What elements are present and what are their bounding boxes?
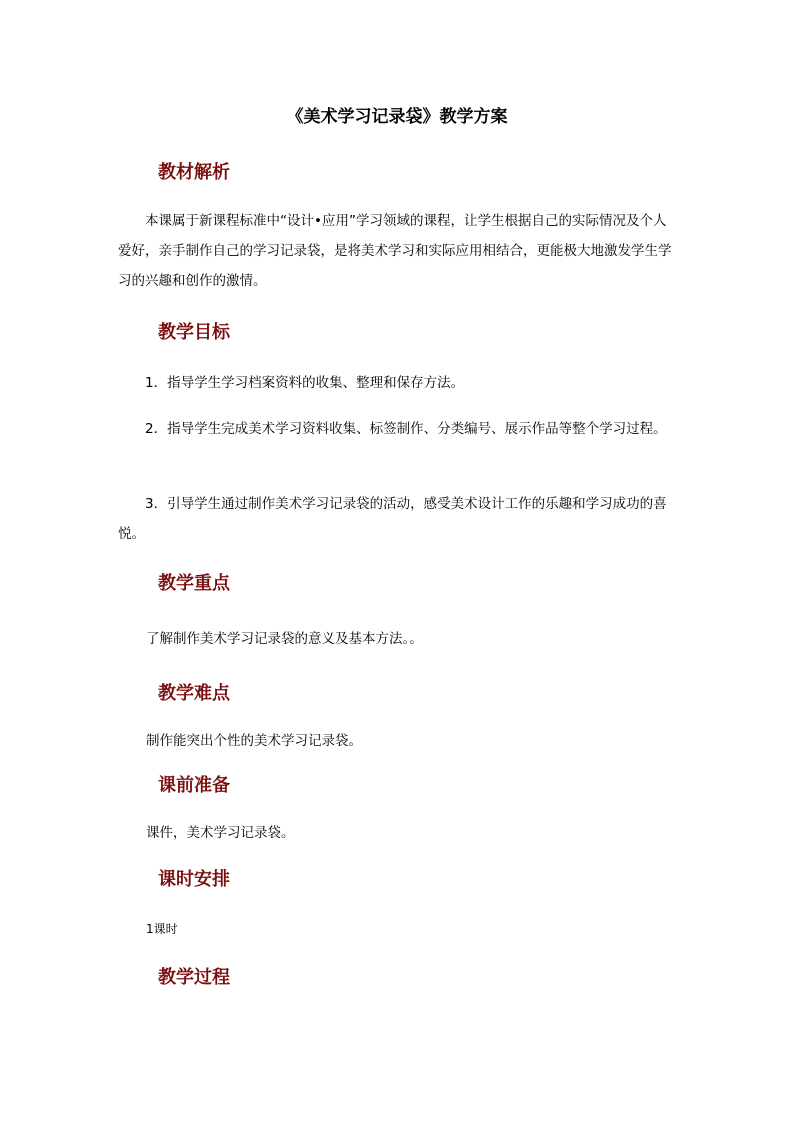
- objective-item-3: 3．引导学生通过制作美术学习记录袋的活动，感受美术设计工作的乐趣和学习成功的喜悦。: [118, 496, 667, 542]
- analysis-paragraph: 本课属于新课程标准中“设计•应用”学习领域的课程，让学生根据自己的实际情况及个人爱好，亲手制作自己的学习记录袋，是将美术学习和实际应用相结合，更能极大地激发学生学习的兴趣和创作的激情。: [118, 213, 672, 289]
- schedule-text: 1课时: [146, 922, 178, 936]
- objective-item-1: 1．指导学生学习档案资料的收集、整理和保存方法。: [145, 375, 465, 391]
- preparation-text: 课件，美术学习记录袋。: [146, 825, 295, 841]
- objective-item-2: 2．指导学生完成美术学习资料收集、标签制作、分类编号、展示作品等整个学习过程。: [145, 421, 667, 437]
- heading-difficulties: 教学难点: [158, 683, 230, 704]
- heading-schedule: 课时安排: [158, 869, 230, 890]
- heading-key-points: 教学重点: [158, 573, 230, 594]
- document-title: 《美术学习记录袋》教学方案: [286, 107, 508, 127]
- heading-analysis: 教材解析: [158, 162, 230, 183]
- heading-process: 教学过程: [158, 967, 230, 988]
- difficulties-text: 制作能突出个性的美术学习记录袋。: [146, 733, 362, 749]
- heading-preparation: 课前准备: [158, 775, 230, 796]
- heading-objectives: 教学目标: [158, 322, 230, 343]
- key-points-text: 了解制作美术学习记录袋的意义及基本方法。。: [146, 631, 423, 647]
